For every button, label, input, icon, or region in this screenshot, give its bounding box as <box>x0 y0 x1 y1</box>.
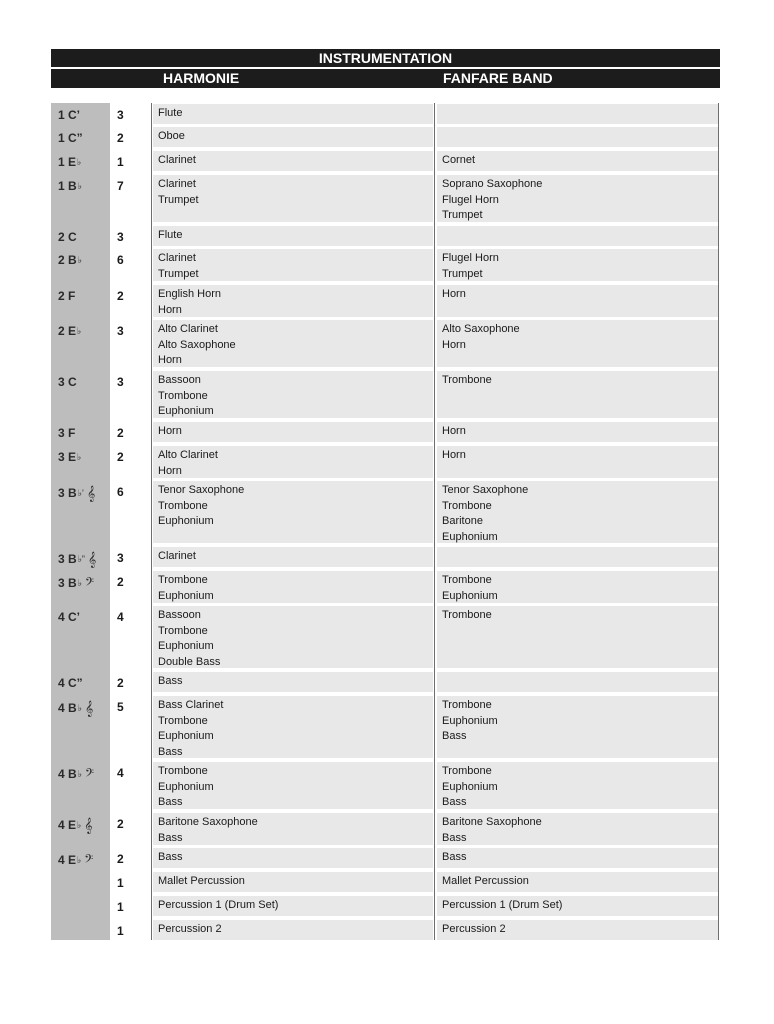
fanfare-cell <box>437 762 718 809</box>
part-count: 5 <box>117 700 124 714</box>
harmonie-cell <box>153 151 433 171</box>
treble-clef-icon: 𝄞 <box>87 551 97 567</box>
part-label <box>58 696 93 717</box>
instrument-name: Euphonium <box>158 730 214 742</box>
bass-clef-icon: 𝄢 <box>84 766 94 782</box>
harmonie-cell <box>153 285 433 317</box>
instrument-name: Trombone <box>442 499 492 512</box>
harmonie-cell <box>153 848 433 868</box>
part-count: 2 <box>117 817 124 831</box>
table-row <box>0 848 774 868</box>
part-name: 3 B <box>58 576 77 590</box>
table-row <box>0 481 774 543</box>
instrument-name: Flugel Horn <box>442 193 499 206</box>
part-name: 3 E <box>58 450 77 464</box>
instrument-name: Euphonium <box>158 515 214 527</box>
harmonie-cell <box>153 320 433 367</box>
instrument-name: Mallet Percussion <box>158 875 245 887</box>
fanfare-cell <box>437 547 718 567</box>
part-label <box>58 127 83 145</box>
fanfare-cell <box>437 872 718 892</box>
table-row <box>0 872 774 892</box>
accidental-symbol: ♭ <box>77 769 82 779</box>
harmonie-header: HARMONIE <box>163 70 240 86</box>
instrument-name: Trombone <box>442 765 492 777</box>
instrument-name: Horn <box>442 338 466 351</box>
instrument-name: Euphonium <box>158 780 214 793</box>
harmonie-cell <box>153 249 433 281</box>
part-count: 2 <box>117 676 124 690</box>
instrument-name: Cornet <box>442 154 476 166</box>
accidental-symbol: ♭” <box>77 554 85 564</box>
part-count: 1 <box>117 876 124 890</box>
treble-clef-icon: 𝄞 <box>84 700 94 716</box>
instrument-name: Trumpet <box>158 193 199 206</box>
instrument-name: Bass <box>442 730 467 742</box>
instrument-name: Bassoon <box>158 609 201 621</box>
column-divider <box>151 103 152 940</box>
instrument-name: Oboe <box>158 130 185 142</box>
instrument-name: Trumpet <box>158 267 199 280</box>
accidental-symbol: ♭ <box>77 578 82 588</box>
accidental-symbol: ♭ <box>77 326 82 336</box>
instrument-name: Bass <box>442 831 467 844</box>
fanfare-cell <box>437 672 718 692</box>
instrument-name: Percussion 1 (Drum Set) <box>158 899 279 911</box>
part-name: 4 E <box>58 818 77 832</box>
instrument-name: Horn <box>158 303 182 316</box>
instrument-name: Bass <box>158 675 183 687</box>
fanfare-cell <box>437 320 718 367</box>
part-label <box>58 104 80 122</box>
part-label <box>58 320 81 338</box>
harmonie-cell <box>153 696 433 758</box>
table-row <box>0 285 774 317</box>
harmonie-cell <box>153 762 433 809</box>
instrument-name: Tenor Saxophone <box>442 484 529 496</box>
accidental-symbol: ♭ <box>77 157 82 167</box>
instrument-name: English Horn <box>158 288 221 300</box>
fanfare-cell <box>437 104 718 124</box>
instrument-name: Clarinet <box>158 178 196 190</box>
fanfare-cell <box>437 446 718 478</box>
fanfare-cell <box>437 848 718 868</box>
fanfare-cell <box>437 371 718 418</box>
instrument-name: Bassoon <box>158 374 201 386</box>
instrumentation-title: INSTRUMENTATION <box>51 49 720 67</box>
instrument-name: Horn <box>442 449 466 461</box>
instrument-name: Baritone Saxophone <box>442 816 542 828</box>
fanfare-cell <box>437 249 718 281</box>
part-count: 3 <box>117 230 124 244</box>
instrument-name: Trombone <box>442 374 492 386</box>
accidental-symbol: ♭ <box>77 181 82 191</box>
instrument-name: Flugel Horn <box>442 252 499 264</box>
instrument-name: Bass <box>442 851 467 863</box>
instrument-name: Bass <box>442 796 467 808</box>
instrument-name: Trombone <box>158 499 208 512</box>
part-count: 6 <box>117 253 124 267</box>
part-label <box>58 371 77 389</box>
accidental-symbol: ♭ <box>77 703 82 713</box>
part-count: 1 <box>117 924 124 938</box>
table-row <box>0 446 774 478</box>
instrument-name: Euphonium <box>442 530 498 543</box>
fanfare-cell <box>437 606 718 668</box>
table-row <box>0 920 774 940</box>
instrument-name: Clarinet <box>158 252 196 264</box>
column-divider <box>434 103 435 940</box>
bass-clef-icon: 𝄢 <box>84 852 94 868</box>
part-count: 6 <box>117 485 124 499</box>
fanfare-cell <box>437 151 718 171</box>
instrument-name: Horn <box>158 464 182 477</box>
instrument-name: Trombone <box>158 765 208 777</box>
harmonie-cell <box>153 606 433 668</box>
instrument-name: Baritone Saxophone <box>158 816 258 828</box>
table-row <box>0 696 774 758</box>
fanfare-cell <box>437 920 718 940</box>
part-name: 3 B <box>58 486 77 500</box>
instrument-name: Clarinet <box>158 154 196 166</box>
instrument-name: Double Bass <box>158 655 221 668</box>
part-label <box>58 571 94 592</box>
part-name: 2 C <box>58 230 77 244</box>
instrument-name: Horn <box>158 425 182 437</box>
instrument-name: Bass Clarinet <box>158 699 224 711</box>
part-count: 2 <box>117 426 124 440</box>
table-row <box>0 762 774 809</box>
instrument-name: Tenor Saxophone <box>158 484 245 496</box>
part-label <box>58 175 82 193</box>
part-name: 4 B <box>58 767 77 781</box>
part-name: 1 C” <box>58 131 83 145</box>
part-name: 4 E <box>58 853 77 867</box>
fanfare-cell <box>437 226 718 246</box>
harmonie-cell <box>153 547 433 567</box>
instrument-name: Trumpet <box>442 209 483 221</box>
fanfare-cell <box>437 696 718 758</box>
harmonie-cell <box>153 104 433 124</box>
part-label <box>58 848 93 869</box>
instrument-name: Euphonium <box>442 714 498 727</box>
fanfare-cell <box>437 285 718 317</box>
part-label <box>58 762 94 783</box>
fanfare-cell <box>437 481 718 543</box>
instrument-name: Trombone <box>158 714 208 727</box>
part-count: 3 <box>117 375 124 389</box>
harmonie-cell <box>153 127 433 147</box>
part-label <box>58 606 80 624</box>
instrument-name: Flute <box>158 229 183 241</box>
harmonie-cell <box>153 896 433 916</box>
part-label <box>58 285 75 303</box>
part-count: 7 <box>117 179 124 193</box>
part-name: 3 B <box>58 552 77 566</box>
part-count: 2 <box>117 131 124 145</box>
accidental-symbol: ♭’ <box>77 488 84 498</box>
part-name: 1 C’ <box>58 108 81 122</box>
table-row <box>0 571 774 603</box>
part-count: 3 <box>117 324 124 338</box>
fanfare-header: FANFARE BAND <box>443 70 553 86</box>
table-row <box>0 422 774 442</box>
part-count: 3 <box>117 108 124 122</box>
instrument-name: Alto Saxophone <box>442 323 520 335</box>
part-name: 2 E <box>58 324 77 338</box>
part-count: 2 <box>117 289 124 303</box>
instrument-name: Mallet Percussion <box>442 875 529 887</box>
harmonie-cell <box>153 920 433 940</box>
fanfare-cell <box>437 571 718 603</box>
fanfare-cell <box>437 896 718 916</box>
table-row <box>0 896 774 916</box>
instrument-name: Alto Clarinet <box>158 323 218 335</box>
instrument-name: Trombone <box>442 609 492 621</box>
instrument-name: Alto Clarinet <box>158 449 218 461</box>
instrument-name: Trombone <box>158 574 208 586</box>
instrument-name: Trombone <box>442 574 492 586</box>
harmonie-cell <box>153 371 433 418</box>
table-row <box>0 104 774 124</box>
instrument-name: Trumpet <box>442 267 483 280</box>
harmonie-cell <box>153 672 433 692</box>
instrument-name: Euphonium <box>158 589 214 602</box>
part-count: 1 <box>117 900 124 914</box>
table-row <box>0 672 774 692</box>
table-row <box>0 813 774 845</box>
instrument-name: Euphonium <box>442 780 498 793</box>
part-count: 3 <box>117 551 124 565</box>
instrument-name: Bass <box>158 796 183 808</box>
part-label <box>58 481 95 502</box>
part-label <box>58 813 93 834</box>
table-row <box>0 151 774 171</box>
instrument-name: Trombone <box>442 699 492 711</box>
column-divider <box>718 103 719 940</box>
instrument-name: Clarinet <box>158 550 196 562</box>
part-label <box>58 422 75 440</box>
accidental-symbol: ♭ <box>77 820 82 830</box>
part-name: 1 E <box>58 155 77 169</box>
instrument-name: Horn <box>442 288 466 300</box>
treble-clef-icon: 𝄞 <box>84 817 93 833</box>
harmonie-cell <box>153 446 433 478</box>
instrument-name: Trombone <box>158 624 208 637</box>
harmonie-cell <box>153 481 433 543</box>
instrument-name: Horn <box>442 425 466 437</box>
table-row <box>0 371 774 418</box>
part-count: 2 <box>117 852 124 866</box>
treble-clef-icon: 𝄞 <box>86 485 96 501</box>
instrument-name: Bass <box>158 831 183 844</box>
harmonie-cell <box>153 571 433 603</box>
accidental-symbol: ♭ <box>77 255 82 265</box>
instrument-name: Bass <box>158 851 183 863</box>
fanfare-cell <box>437 127 718 147</box>
harmonie-cell <box>153 422 433 442</box>
instrument-name: Bass <box>158 745 183 758</box>
part-name: 2 F <box>58 289 76 303</box>
harmonie-cell <box>153 226 433 246</box>
part-label <box>58 672 83 690</box>
part-name: 4 B <box>58 701 77 715</box>
part-count: 2 <box>117 575 124 589</box>
instrument-name: Percussion 1 (Drum Set) <box>442 899 563 911</box>
part-name: 2 B <box>58 253 77 267</box>
instrument-name: Flute <box>158 107 183 119</box>
table-row <box>0 175 774 222</box>
instrument-name: Euphonium <box>442 589 498 602</box>
bass-clef-icon: 𝄢 <box>84 575 94 591</box>
table-row <box>0 320 774 367</box>
harmonie-cell <box>153 813 433 845</box>
part-label <box>58 446 81 464</box>
part-label <box>58 151 81 169</box>
instrument-name: Euphonium <box>158 405 214 417</box>
harmonie-cell <box>153 175 433 222</box>
table-row <box>0 606 774 668</box>
instrument-name: Horn <box>158 354 182 366</box>
column-header-bar <box>51 69 720 88</box>
part-count: 4 <box>117 766 124 780</box>
part-count: 1 <box>117 155 124 169</box>
part-name: 1 B <box>58 179 77 193</box>
instrument-name: Euphonium <box>158 640 214 652</box>
table-row <box>0 226 774 246</box>
instrument-name: Trombone <box>158 389 208 402</box>
fanfare-cell <box>437 175 718 222</box>
part-name: 3 F <box>58 426 76 440</box>
instrument-name: Alto Saxophone <box>158 338 236 351</box>
part-count: 4 <box>117 610 124 624</box>
harmonie-cell <box>153 872 433 892</box>
table-row <box>0 127 774 147</box>
accidental-symbol: ♭ <box>77 855 82 865</box>
accidental-symbol: ♭ <box>77 452 82 462</box>
fanfare-cell <box>437 813 718 845</box>
table-row <box>0 249 774 281</box>
table-row <box>0 547 774 567</box>
instrument-name: Percussion 2 <box>442 923 506 935</box>
part-count: 2 <box>117 450 124 464</box>
part-name: 4 C’ <box>58 610 81 624</box>
part-label <box>58 249 82 267</box>
part-name: 3 C <box>58 375 77 389</box>
instrument-name: Soprano Saxophone <box>442 178 543 190</box>
part-name: 4 C” <box>58 676 83 690</box>
instrument-name: Percussion 2 <box>158 923 222 935</box>
part-label <box>58 547 96 568</box>
fanfare-cell <box>437 422 718 442</box>
instrument-name: Baritone <box>442 515 483 527</box>
part-label <box>58 226 77 244</box>
